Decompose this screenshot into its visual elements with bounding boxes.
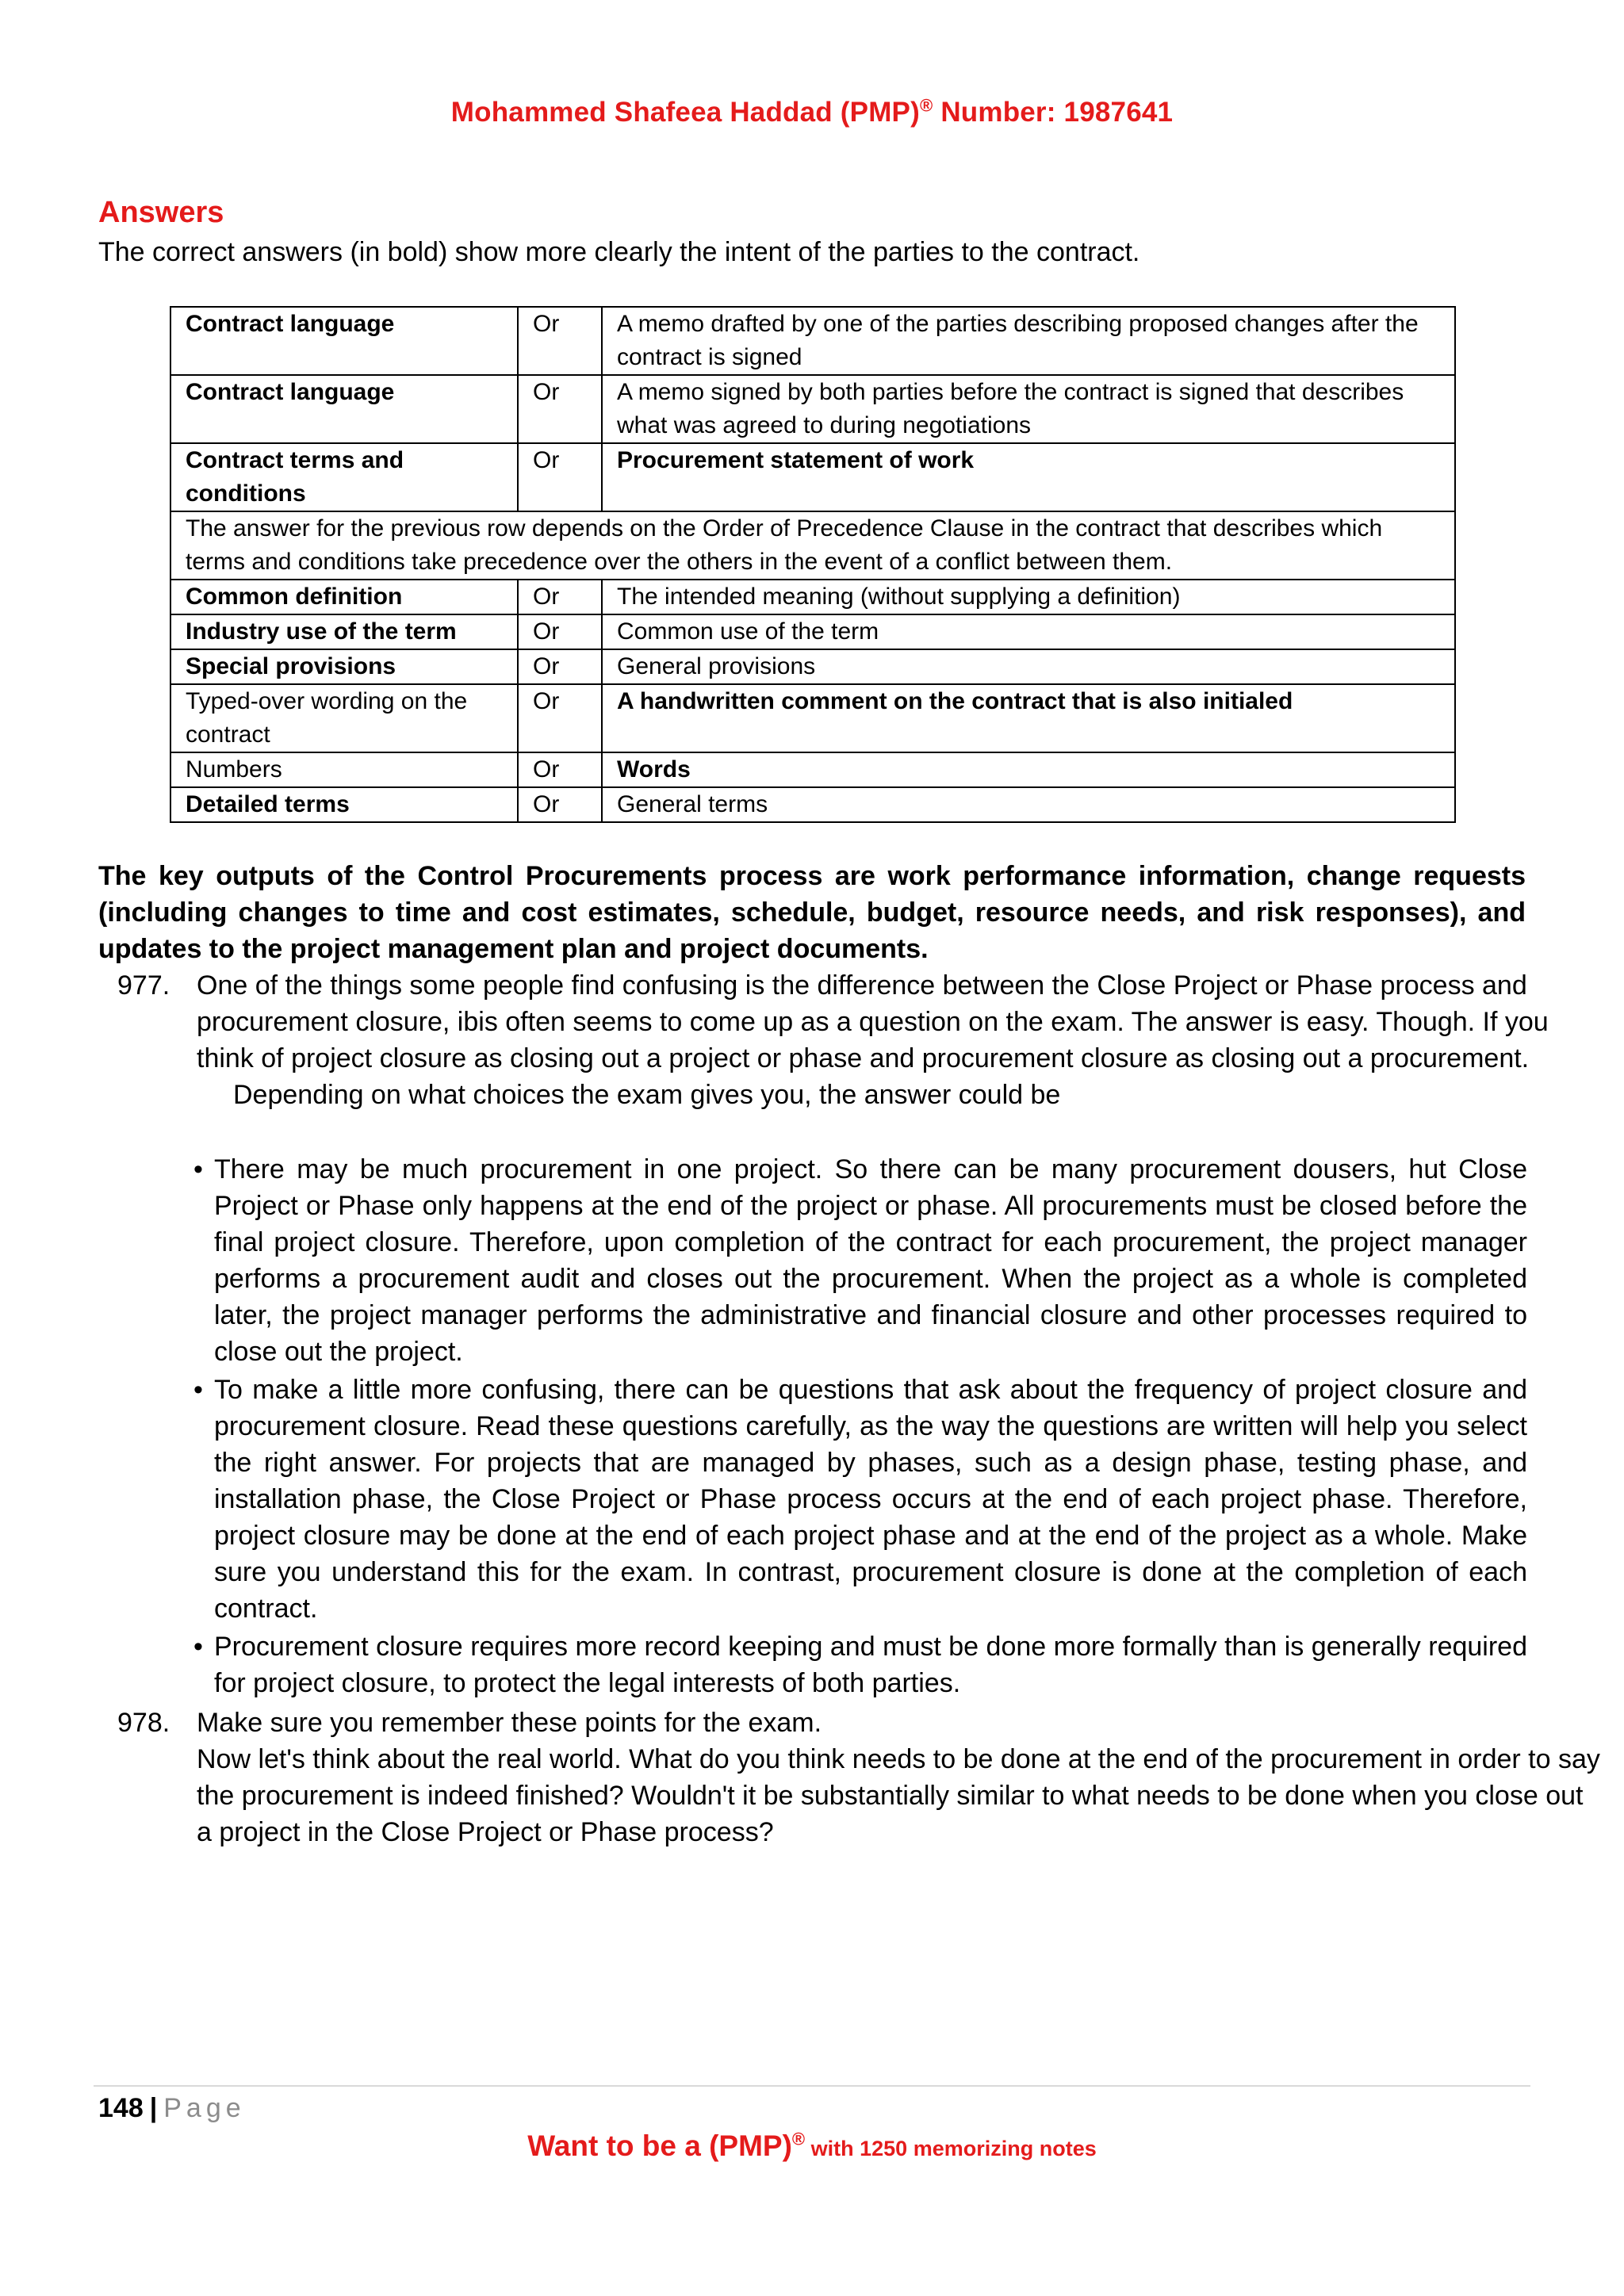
list-item [98,1151,1527,1370]
table-cell-or: Or [518,307,602,375]
table-cell-alternative: Words [602,752,1455,787]
list-item [98,1372,1527,1627]
table-row [170,649,1455,684]
table-row [170,684,1455,752]
table-cell-term: Contract language [170,375,518,443]
bullet-icon: • [193,1154,203,1184]
table-cell-alternative: Common use of the term [602,614,1455,649]
table-cell-term: Numbers [170,752,518,787]
table-row [170,443,1455,511]
item-lead-line: Depending on what choices the exam gives you, the answer could be [233,1080,1061,1110]
table-cell-alternative: A handwritten comment on the contract that is also initialed [602,684,1455,752]
table-cell-alternative: A memo drafted by one of the parties describing proposed changes after the contract is signed [602,307,1455,375]
table-cell-term: Typed-over wording on the contract [170,684,518,752]
item-number: 978. [117,1708,170,1738]
slogan-main: Want to be a (PMP) [527,2130,792,2162]
table-cell-or: Or [518,787,602,822]
table-cell-alternative: A memo signed by both parties before the contract is signed that describes what was agreed to during negotiations [602,375,1455,443]
table-cell-or: Or [518,375,602,443]
page-number-value: 148 [98,2093,144,2123]
table-cell-alternative: General terms [602,787,1455,822]
table-row [170,614,1455,649]
key-outputs-paragraph: The key outputs of the Control Procurements process are work performance information, change requests (including changes to time and cost estimates, schedule, budget, resource needs, and risk responses), and updates to the project management plan and project documents. [98,861,1526,964]
table-row [170,307,1455,375]
item-text: One of the things some people find confusing is the difference between the Close Project or Phase process and procurement closure, ibis often seems to come up as a question on the exam. The answer is easy. Though. If you think of project closure as closing out a project or phase and procurement closure as closing out a procurement. [197,970,1549,1073]
table-cell-alternative: General provisions [602,649,1455,684]
bullet-icon: • [193,1632,203,1662]
table-row [170,580,1455,614]
table-cell-alternative: Procurement statement of work [602,443,1455,511]
bullet-text: There may be much procurement in one project. So there can be many procurement dousers, hut Close Project or Phase only happens at the end of the project or phase. All procurements must be closed before the final project closure. Therefore, upon completion of the contract for each procurement, the project manager performs a procurement audit and closes out the procurement. When the project as a whole is completed later, the project manager performs the administrative and financial closure and other processes required to close out the project. [214,1154,1527,1367]
table-cell-or: Or [518,614,602,649]
bullet-text: To make a little more confusing, there can be questions that ask about the frequency of project closure and procurement closure. Read these questions carefully, as the way the questions are written will help you select the right answer. For projects that are managed by phases, such as a design phase, testing phase, and installation phase, the Close Project or Phase process occurs at the end of each project phase. Therefore, project closure may be done at the end of each project phase and at the end of the project as a whole. Make sure you understand this for the exam. In contrast, procurement closure is done at the completion of each contract. [214,1375,1527,1624]
table-cell-or: Or [518,752,602,787]
page-number-separator: | [149,2093,158,2123]
page-label: Page [163,2093,246,2123]
item-text-continued: Now let's think about the real world. What do you think needs to be done at the end of the procurement in order to say the procurement is indeed finished? Wouldn't it be substantially similar to what needs to be done when you close out a project in the Close Project or Phase process? [197,1744,1600,1847]
table-cell-or: Or [518,684,602,752]
table-cell-term: Contract language [170,307,518,375]
page-number [98,2093,246,2124]
registered-mark: ® [919,95,933,116]
table-row [170,511,1455,580]
item-number: 977. [117,970,170,1001]
table-cell-or: Or [518,580,602,614]
section-heading: Answers [98,196,224,229]
table-cell-term: Industry use of the term [170,614,518,649]
list-item [98,1628,1527,1701]
table-cell-term: Common definition [170,580,518,614]
numbered-item-977 [98,967,1549,1113]
table-cell-term: Special provisions [170,649,518,684]
table-cell-alternative: The intended meaning (without supplying a definition) [602,580,1455,614]
table-cell-term: Detailed terms [170,787,518,822]
bullet-list [98,1151,1527,1703]
intro-paragraph: The correct answers (in bold) show more clearly the intent of the parties to the contract. [98,237,1140,267]
table-row [170,752,1455,787]
header-name: Mohammed Shafeea Haddad (PMP) [450,97,920,128]
item-text: Make sure you remember these points for the exam. [197,1708,822,1738]
table-cell-term: Contract terms and conditions [170,443,518,511]
table-cell-or: Or [518,649,602,684]
table-row [170,787,1455,822]
page-header-title [0,97,1624,128]
table-row [170,375,1455,443]
registered-mark: ® [791,2129,806,2149]
table-cell-or: Or [518,443,602,511]
bullet-text: Procurement closure requires more record keeping and must be done more formally than is generally required for project closure, to protect the legal interests of both parties. [214,1632,1527,1698]
table-note-cell: The answer for the previous row depends on the Order of Precedence Clause in the contract that describes which terms and conditions take precedence over the others in the event of a conflict between them. [170,511,1455,580]
bullet-icon: • [193,1375,203,1405]
slogan-small: with 1250 memorizing notes [805,2137,1097,2160]
numbered-item-978 [98,1705,1600,1850]
footer-divider [94,2085,1530,2087]
answers-table [170,306,1456,823]
header-number: Number: 1987641 [933,97,1174,128]
footer-slogan [0,2130,1624,2163]
